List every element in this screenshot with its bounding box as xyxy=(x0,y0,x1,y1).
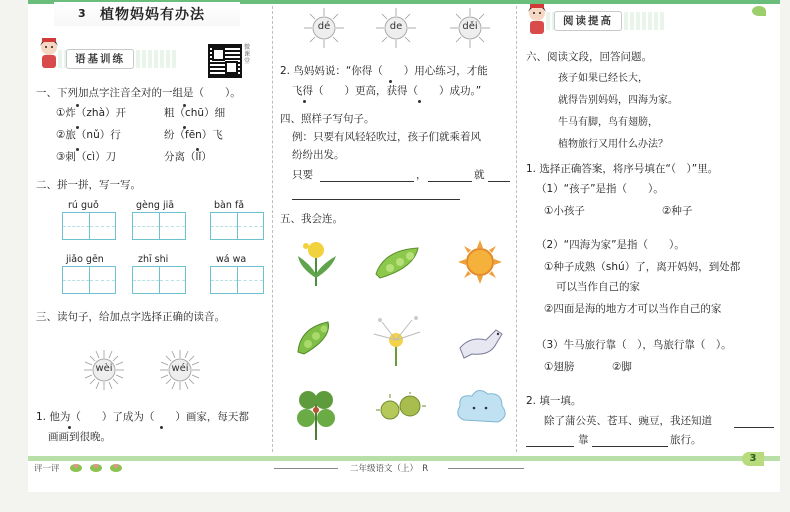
emphasis-dot xyxy=(160,426,163,429)
emphasis-dot xyxy=(76,148,79,151)
poem-line-2: 就得告别妈妈，四海为家。 xyxy=(558,95,678,106)
q1-option-3a: ③刺（cì）刀 xyxy=(56,151,117,163)
lesson-number: 3 xyxy=(78,7,86,20)
q2-title: 二、拼一拼，写一写。 xyxy=(36,179,141,191)
answer-line[interactable] xyxy=(292,199,460,200)
emphasis-dot xyxy=(68,426,71,429)
q6-part2-travel: 旅行。 xyxy=(670,434,702,446)
leaf-decoration-icon xyxy=(752,6,766,16)
q5-title: 五、我会连。 xyxy=(280,213,343,225)
q6-sub-c-opt2: ②脚 xyxy=(612,361,632,373)
q4-example-b: 纷纷出发。 xyxy=(292,149,345,161)
dandelion-pinyin: de xyxy=(389,21,403,32)
footer-evaluate: 评一评 xyxy=(34,464,60,474)
footer-rule xyxy=(274,468,338,469)
q1-option-2a: ②旅（nǔ）行 xyxy=(56,129,121,141)
answer-line[interactable] xyxy=(488,181,510,182)
q4-fill-start: 只要 xyxy=(292,169,313,181)
dandelion-seeds-icon[interactable] xyxy=(372,312,424,366)
burrs-icon[interactable] xyxy=(376,392,426,426)
sentence-2a: 2. 鸟妈妈说：“你得（ ）用心练习，才能 xyxy=(280,65,488,77)
cocklebur-plant-icon[interactable] xyxy=(294,386,338,440)
pinyin-label: bàn fǎ xyxy=(214,200,245,211)
emphasis-dot xyxy=(76,126,79,129)
pea-pod-icon[interactable] xyxy=(374,244,422,282)
rating-flowers-icon[interactable] xyxy=(68,461,124,473)
dandelion-icon xyxy=(82,348,126,392)
writing-grid[interactable] xyxy=(132,266,186,294)
answer-line[interactable] xyxy=(592,446,668,447)
q4-fill-jiu: 就 xyxy=(474,169,485,181)
q6-sub-a-opt2: ②种子 xyxy=(662,205,693,217)
q1-option-2b: 纷（fēn）飞 xyxy=(164,129,223,141)
q4-title: 四、照样子写句子。 xyxy=(280,113,375,125)
emphasis-dot xyxy=(196,148,199,151)
dandelion-pinyin: wèi xyxy=(95,363,113,374)
q1-title: 一、下列加点字注音全对的一组是（ ）。 xyxy=(36,87,241,99)
emphasis-dot xyxy=(76,104,79,107)
q6-sub-b: （2）“四海为家”是指（ ）。 xyxy=(536,239,685,251)
writing-grid[interactable] xyxy=(210,212,264,240)
answer-line[interactable] xyxy=(428,181,472,182)
right-column xyxy=(516,0,780,456)
dandelion-icon xyxy=(302,6,346,50)
poem-line-4: 植物旅行又用什么办法？ xyxy=(558,139,668,150)
writing-grid[interactable] xyxy=(210,266,264,294)
horse-running-icon[interactable] xyxy=(456,322,510,360)
sentence-2b: 飞得（ ）更高，获得（ ）成功。” xyxy=(292,85,482,97)
dandelion-pinyin: dé xyxy=(317,21,331,32)
poem-line-3: 牛马有脚，鸟有翅膀， xyxy=(558,117,658,128)
section-tag-reading: 阅读提高 xyxy=(554,11,622,31)
dandelion-plant-icon[interactable] xyxy=(294,238,338,288)
writing-grid[interactable] xyxy=(132,212,186,240)
sentence-1a: 1. 他为（ ）了成为（ ）画家，每天都 xyxy=(36,411,249,423)
emphasis-dot xyxy=(183,126,186,129)
q6-sub-a: （1）“孩子”是指（ ）。 xyxy=(536,183,664,195)
poem-line-1: 孩子如果已经长大， xyxy=(558,73,648,84)
writing-grid[interactable] xyxy=(62,266,116,294)
answer-line[interactable] xyxy=(526,446,574,447)
q6-part2: 2. 填一填。 xyxy=(526,395,582,407)
dandelion-pinyin: wéi xyxy=(171,363,189,374)
dandelion-icon xyxy=(448,6,492,50)
q6-part2-kao: 靠 xyxy=(578,434,589,446)
dandelion-pinyin: děi xyxy=(462,21,478,32)
left-column xyxy=(28,0,272,456)
dandelion-icon xyxy=(158,348,202,392)
qr-code-icon[interactable] xyxy=(208,44,242,78)
emphasis-dot xyxy=(303,100,306,103)
q6-sub-b-opt1a: ①种子成熟（shú）了，离开妈妈，到处都 xyxy=(544,261,741,273)
emphasis-dot xyxy=(389,80,392,83)
q6-sub-b-opt2: ②四面是海的地方才可以当作自己的家 xyxy=(544,303,722,315)
footer-grade: 二年级语文（上） R xyxy=(350,464,429,474)
page-number: 3 xyxy=(742,452,764,466)
q6-title: 六、阅读文段，回答问题。 xyxy=(526,51,652,63)
q4-fill-comma: ， xyxy=(416,169,427,181)
pinyin-label: jiǎo gēn xyxy=(66,254,104,265)
sentence-1b: 画画到很晚。 xyxy=(48,431,111,443)
middle-column xyxy=(272,0,516,456)
qr-caption: 微课堂 xyxy=(244,44,251,65)
q4-example-a: 例：只要有风轻轻吹过，孩子们就乘着风 xyxy=(292,131,481,143)
writing-grid[interactable] xyxy=(62,212,116,240)
pinyin-label: wá wa xyxy=(216,254,247,265)
q6-part2-line-a: 除了蒲公英、苍耳、豌豆，我还知道 xyxy=(544,415,712,427)
section-tag-basic: 语基训练 xyxy=(66,49,134,69)
dandelion-icon xyxy=(374,6,418,50)
answer-line[interactable] xyxy=(734,427,774,428)
pinyin-label: zhī shi xyxy=(138,254,169,265)
open-peapod-icon[interactable] xyxy=(294,318,336,358)
q6-sub-a-opt1: ①小孩子 xyxy=(544,205,585,217)
workbook-page xyxy=(28,0,780,492)
footer-rule xyxy=(448,468,524,469)
cloud-icon[interactable] xyxy=(454,386,510,428)
q6-part1: 1. 选择正确答案，将序号填在“（ ）”里。 xyxy=(526,163,719,175)
q6-sub-c-opt1: ①翅膀 xyxy=(544,361,575,373)
lesson-title: 植物妈妈有办法 xyxy=(100,7,205,23)
answer-line[interactable] xyxy=(320,181,414,182)
q1-option-1b: 粗（chū）细 xyxy=(164,107,226,119)
q3-title: 三、读句子，给加点字选择正确的读音。 xyxy=(36,311,225,323)
q1-option-1a: ①炸（zhà）开 xyxy=(56,107,127,119)
q1-option-3b: 分离（lǐ） xyxy=(164,151,212,163)
emphasis-dot xyxy=(418,100,421,103)
q6-sub-b-opt1b: 可以当作自己的家 xyxy=(556,281,640,293)
sun-icon[interactable] xyxy=(458,240,502,284)
q6-sub-c: （3）牛马旅行靠（ ），鸟旅行靠（ ）。 xyxy=(536,339,732,351)
emphasis-dot xyxy=(183,104,186,107)
bottom-green-bar xyxy=(28,456,780,461)
pinyin-label: rú guǒ xyxy=(68,200,99,211)
pinyin-label: gèng jiā xyxy=(136,200,175,211)
